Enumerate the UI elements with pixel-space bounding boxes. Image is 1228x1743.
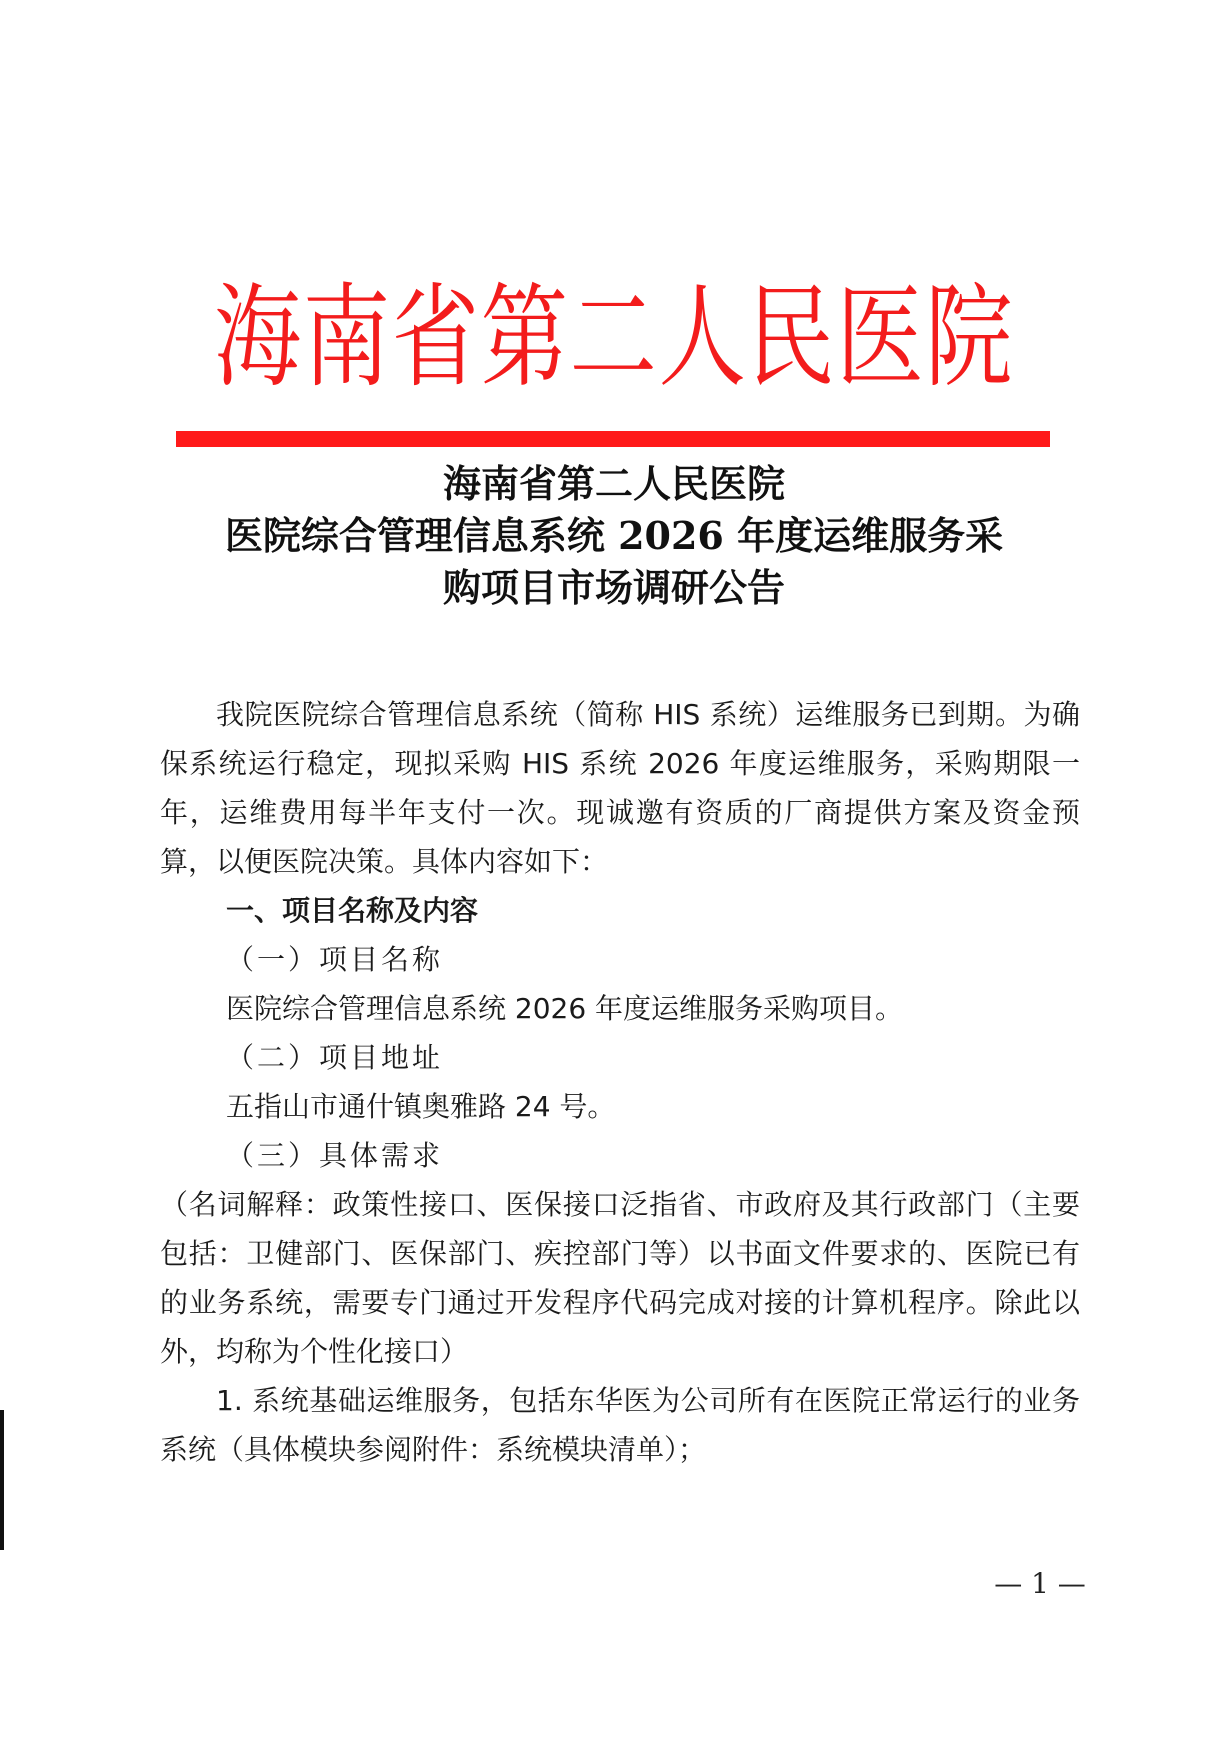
project-name: 医院综合管理信息系统 2026 年度运维服务采购项目。 <box>226 992 904 1025</box>
subsection-3-heading: （三）具体需求 <box>226 1139 444 1172</box>
page-number: — 1 — <box>994 1567 1086 1600</box>
terms-definition: （名词解释：政策性接口、医保接口泛指省、市政府及其行政部门（主要包括：卫健部门、医保部门、疾控部门等）以书面文件要求的、医院已有的业务系统，需要专门通过开发程序代码完成对接的计算机程序。除此以外，均称为个性化接口） <box>160 1188 1080 1368</box>
masthead-org-name: 海南省第二人民医院 <box>213 273 1015 403</box>
scan-edge <box>0 1410 4 1550</box>
section-1-heading: 一、项目名称及内容 <box>226 894 479 927</box>
subsection-2-heading: （二）项目地址 <box>226 1041 444 1074</box>
document-body <box>160 690 1080 1474</box>
project-address: 五指山市通什镇奥雅路 24 号。 <box>226 1090 616 1123</box>
title-line-1: 海南省第二人民医院 <box>442 461 785 506</box>
intro-paragraph: 我院医院综合管理信息系统（简称 HIS 系统）运维服务已到期。为确保系统运行稳定，现拟采购 HIS 系统 2026 年度运维服务，采购期限一年，运维费用每半年支付一次。现诚邀有资质的厂商提供方案及资金预算，以便医院决策。具体内容如下： <box>160 698 1080 878</box>
title-line-3: 购项目市场调研公告 <box>442 565 785 610</box>
requirement-item-1: 1. 系统基础运维服务，包括东华医为公司所有在医院正常运行的业务系统（具体模块参阅附件：系统模块清单）； <box>160 1384 1080 1466</box>
subsection-1-heading: （一）项目名称 <box>226 943 444 976</box>
masthead-red-rule <box>176 431 1050 447</box>
title-line-2: 医院综合管理信息系统 2026 年度运维服务采 <box>224 513 1004 558</box>
document-title <box>0 458 1228 614</box>
